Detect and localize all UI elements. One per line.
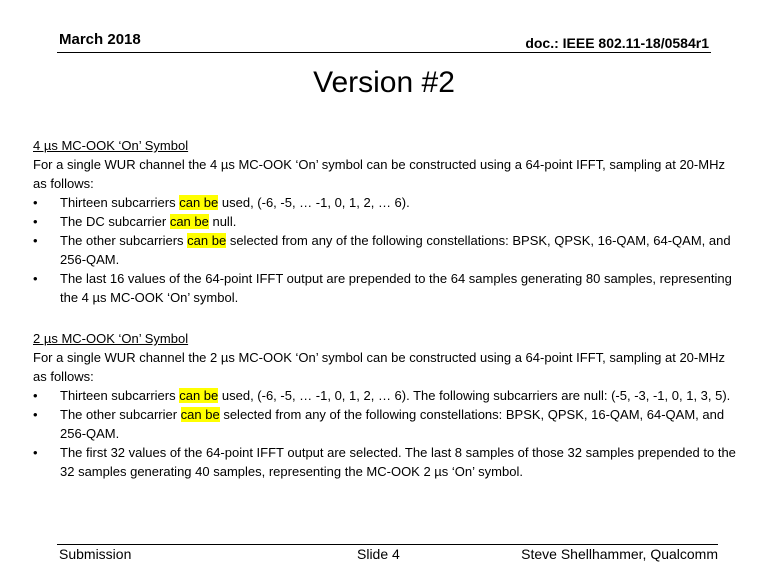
highlight: can be bbox=[179, 195, 219, 210]
bullet-text: The DC subcarrier can be null. bbox=[60, 214, 237, 229]
bullet-dot-icon: • bbox=[33, 407, 38, 422]
bullet-item bbox=[33, 269, 738, 307]
footer-author: Steve Shellhammer, Qualcomm bbox=[521, 546, 718, 562]
bullet-text: Thirteen subcarriers can be used, (-6, -5, … -1, 0, 1, 2, … 6). The following subcarriers are null: (-5, -3, -1, 0, 1, 3, 5). bbox=[60, 388, 731, 403]
bullet-dot-icon: • bbox=[33, 195, 38, 210]
header-doc-id: doc.: IEEE 802.11-18/0584r1 bbox=[525, 35, 709, 51]
bullet-text: The other subcarriers can be selected from any of the following constellations: BPSK, QPSK, 16-QAM, 64-QAM, and 256-QAM. bbox=[60, 233, 731, 267]
section-intro: For a single WUR channel the 2 µs MC-OOK ‘On’ symbol can be constructed using a 64-point IFFT, sampling at 20-MHz as follows: bbox=[33, 350, 725, 384]
bullet-item bbox=[33, 193, 738, 212]
footer-submission: Submission bbox=[59, 546, 132, 562]
footer-divider bbox=[57, 544, 718, 545]
bullet-item bbox=[33, 405, 738, 443]
footer-slide-number: Slide 4 bbox=[357, 546, 400, 562]
highlight: can be bbox=[179, 388, 219, 403]
bullet-dot-icon: • bbox=[33, 271, 38, 286]
section-2us bbox=[33, 329, 738, 481]
bullet-item bbox=[33, 386, 738, 405]
highlight: can be bbox=[187, 233, 227, 248]
bullet-dot-icon: • bbox=[33, 445, 38, 460]
slide-title: Version #2 bbox=[313, 66, 455, 99]
bullet-item bbox=[33, 231, 738, 269]
bullet-text: The other subcarrier can be selected from any of the following constellations: BPSK, QPSK, 16-QAM, 64-QAM, and 256-QAM. bbox=[60, 407, 725, 441]
bullet-item bbox=[33, 212, 738, 231]
highlight: can be bbox=[180, 407, 220, 422]
bullet-item bbox=[33, 443, 738, 481]
bullet-text: The last 16 values of the 64-point IFFT output are prepended to the 64 samples generating 80 samples, representing the 4 µs MC-OOK ‘On’ symbol. bbox=[60, 271, 732, 305]
section-4us bbox=[33, 136, 738, 307]
bullet-dot-icon: • bbox=[33, 214, 38, 229]
section-heading: 2 µs MC-OOK ‘On’ Symbol bbox=[33, 331, 189, 346]
section-heading: 4 µs MC-OOK ‘On’ Symbol bbox=[33, 138, 189, 153]
bullet-dot-icon: • bbox=[33, 233, 38, 248]
bullet-text: The first 32 values of the 64-point IFFT output are selected. The last 8 samples of those 32 samples prepended to the 32 samples generating 40 samples, representing the MC-OOK 2 µs ‘On’ symbol. bbox=[60, 445, 736, 479]
header-divider bbox=[57, 52, 711, 53]
bullet-text: Thirteen subcarriers can be used, (-6, -5, … -1, 0, 1, 2, … 6). bbox=[60, 195, 410, 210]
bullet-dot-icon: • bbox=[33, 388, 38, 403]
highlight: can be bbox=[169, 214, 209, 229]
section-intro: For a single WUR channel the 4 µs MC-OOK ‘On’ symbol can be constructed using a 64-point IFFT, sampling at 20-MHz as follows: bbox=[33, 157, 725, 191]
header-date: March 2018 bbox=[59, 31, 141, 48]
